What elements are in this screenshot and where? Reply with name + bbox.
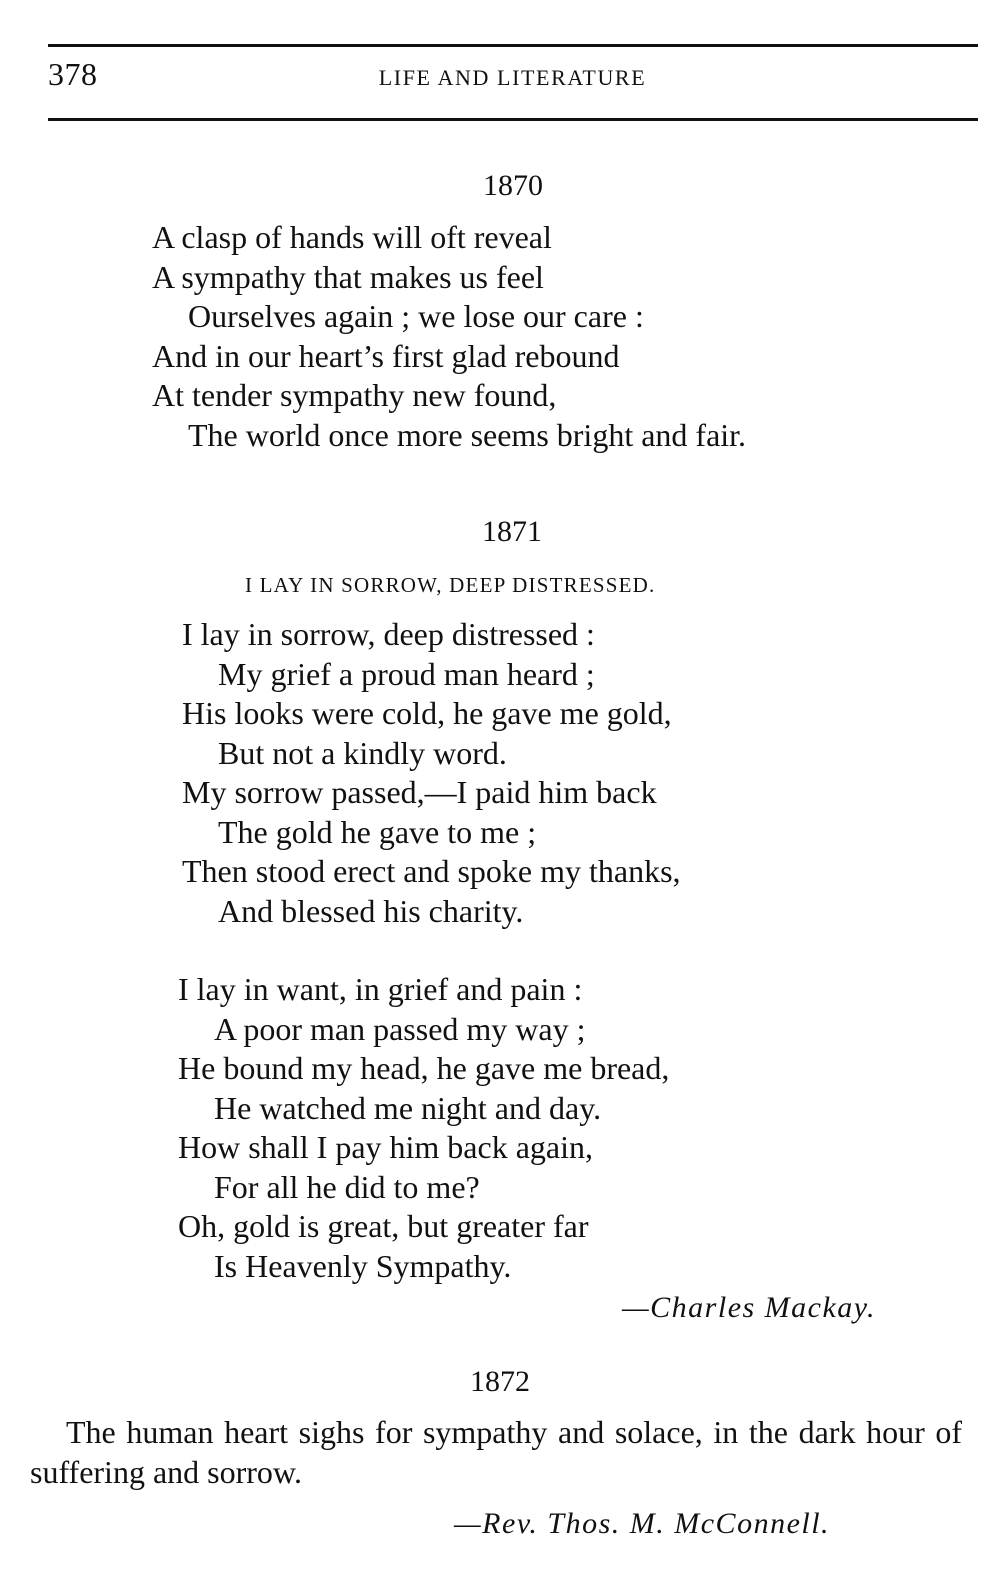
attribution-mcconnell: —Rev. Thos. M. McConnell. [454,1507,831,1540]
entry-number-1872: 1872 [470,1365,530,1398]
verse-line: His looks were cold, he gave me gold, [182,695,672,731]
verse-1870 [152,218,746,455]
verse-line: Is Heavenly Sympathy. [214,1247,512,1284]
verse-line: A clasp of hands will oft reveal [152,219,552,255]
verse-line: The world once more seems bright and fair. [188,416,747,453]
page-number: 378 [48,56,98,92]
verse-line: I lay in want, in grief and pain : [178,971,583,1007]
verse-1871-stanza-2 [178,970,669,1286]
verse-line: How shall I pay him back again, [178,1129,593,1165]
verse-line: My sorrow passed,—I paid him back [182,774,657,810]
verse-line: Then stood erect and spoke my thanks, [182,853,681,889]
verse-line: And in our heart’s first glad rebound [152,337,620,374]
entry-number-1870: 1870 [483,169,543,202]
verse-line: At tender sympathy new found, [152,377,557,413]
entry-number-1871: 1871 [482,515,542,548]
verse-line: A poor man passed my way ; [214,1010,586,1047]
verse-line: And blessed his charity. [218,892,524,929]
verse-1871-stanza-1 [182,615,681,931]
verse-line: The gold he gave to me ; [218,813,537,850]
header-bottom-rule [48,118,978,121]
verse-line: He bound my head, he gave me bread, [178,1050,670,1086]
header-top-rule [48,44,978,47]
prose-1872: The human heart sighs for sympathy and solace, in the dark hour of suffering and sorrow. [30,1414,962,1490]
verse-line: I lay in sorrow, deep distressed : [182,616,595,652]
verse-line: He watched me night and day. [214,1089,602,1126]
running-head: LIFE AND LITERATURE [378,65,647,90]
verse-line: Oh, gold is great, but greater far [178,1208,589,1244]
verse-line: Ourselves again ; we lose our care : [188,298,644,334]
verse-line: For all he did to me? [214,1168,480,1205]
attribution-mackay: —Charles Mackay. [622,1291,876,1324]
verse-line: My grief a proud man heard ; [218,655,595,692]
poem-title: I LAY IN SORROW, DEEP DISTRESSED. [245,573,656,597]
verse-line: A sympathy that makes us feel [152,258,544,295]
verse-line: But not a kindly word. [218,734,507,771]
